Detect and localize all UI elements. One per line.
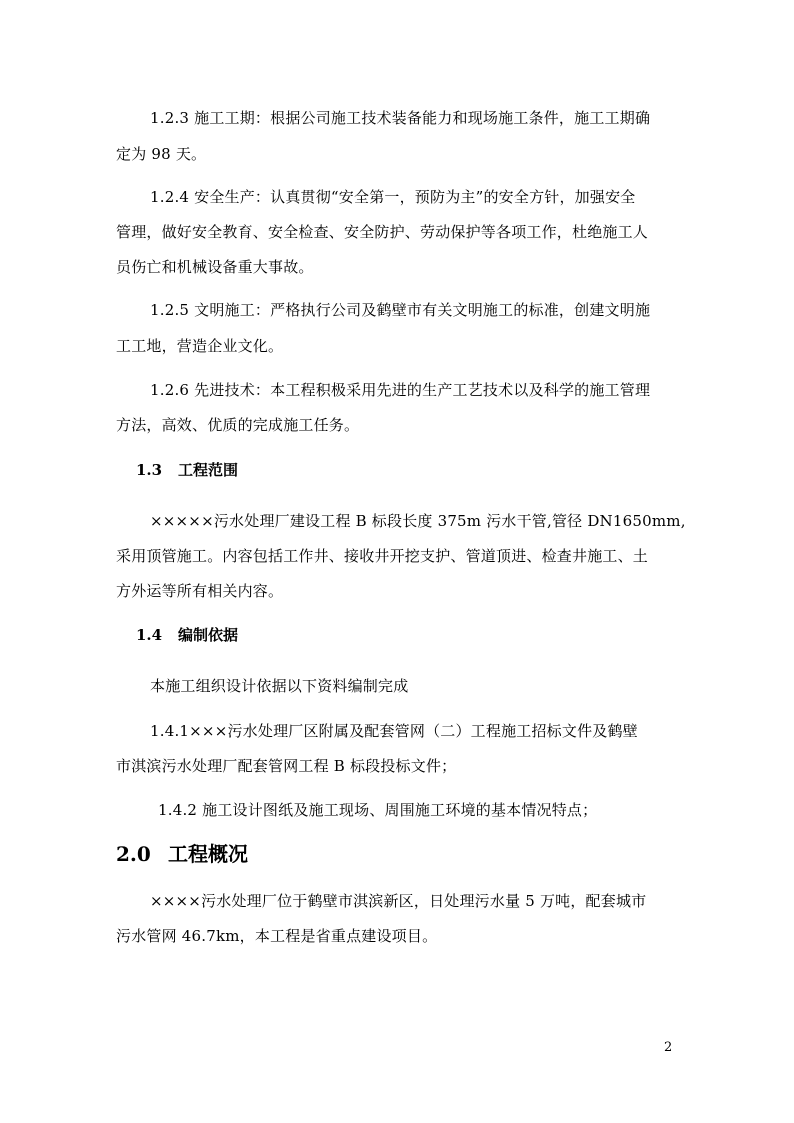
paragraph-1-4-1-line-1: 1.4.1×××污水处理厂区附属及配套管网（二）工程施工招标文件及鹤壁 xyxy=(150,722,638,740)
heading-1-4 xyxy=(136,625,238,645)
heading-2-0-title: 工程概况 xyxy=(168,842,248,866)
scope-line-2: 采用顶管施工。内容包括工作井、接收井开挖支护、管道顶进、检查井施工、土 xyxy=(116,547,649,565)
heading-2-0-number: 2.0 xyxy=(116,842,151,866)
paragraph-1-2-4-line-3: 员伤亡和机械设备重大事故。 xyxy=(116,258,314,276)
paragraph-1-2-4-line-2: 管理，做好安全教育、安全检查、安全防护、劳动保护等各项工作，杜绝施工人 xyxy=(116,223,649,241)
page-number: 2 xyxy=(664,1040,673,1055)
scope-line-3: 方外运等所有相关内容。 xyxy=(116,582,284,600)
basis-intro: 本施工组织设计依据以下资料编制完成 xyxy=(150,677,409,695)
heading-1-3-number: 1.3 xyxy=(136,461,163,479)
paragraph-1-2-3-line-1: 1.2.3 施工工期：根据公司施工技术装备能力和现场施工条件，施工工期确 xyxy=(150,109,651,127)
heading-1-4-title: 编制依据 xyxy=(178,626,239,644)
heading-2-0 xyxy=(116,841,248,867)
paragraph-1-2-6-line-1: 1.2.6 先进技术：本工程积极采用先进的生产工艺技术以及科学的施工管理 xyxy=(150,381,651,399)
paragraph-1-4-2-line-1: 1.4.2 施工设计图纸及施工现场、周围施工环境的基本情况特点； xyxy=(158,801,598,819)
paragraph-1-2-6-line-2: 方法，高效、优质的完成施工任务。 xyxy=(116,416,360,434)
paragraph-1-2-5-line-1: 1.2.5 文明施工：严格执行公司及鹤壁市有关文明施工的标准，创建文明施 xyxy=(150,301,651,319)
heading-1-3-title: 工程范围 xyxy=(178,461,239,479)
overview-line-2: 污水管网 46.7km，本工程是省重点建设项目。 xyxy=(116,927,438,945)
overview-line-1: ××××污水处理厂位于鹤壁市淇滨新区，日处理污水量 5 万吨，配套城市 xyxy=(150,892,647,910)
paragraph-1-2-4-line-1: 1.2.4 安全生产：认真贯彻“安全第一，预防为主”的安全方针，加强安全 xyxy=(150,188,636,206)
paragraph-1-2-3-line-2: 定为 98 天。 xyxy=(116,145,207,163)
scope-line-1: ×××××污水处理厂建设工程 B 标段长度 375m 污水干管,管径 DN1650mm, xyxy=(150,512,686,530)
heading-1-4-number: 1.4 xyxy=(136,626,163,644)
paragraph-1-2-5-line-2: 工工地，营造企业文化。 xyxy=(116,337,284,355)
paragraph-1-4-1-line-2: 市淇滨污水处理厂配套管网工程 B 标段投标文件； xyxy=(116,757,457,775)
heading-1-3 xyxy=(136,460,238,480)
